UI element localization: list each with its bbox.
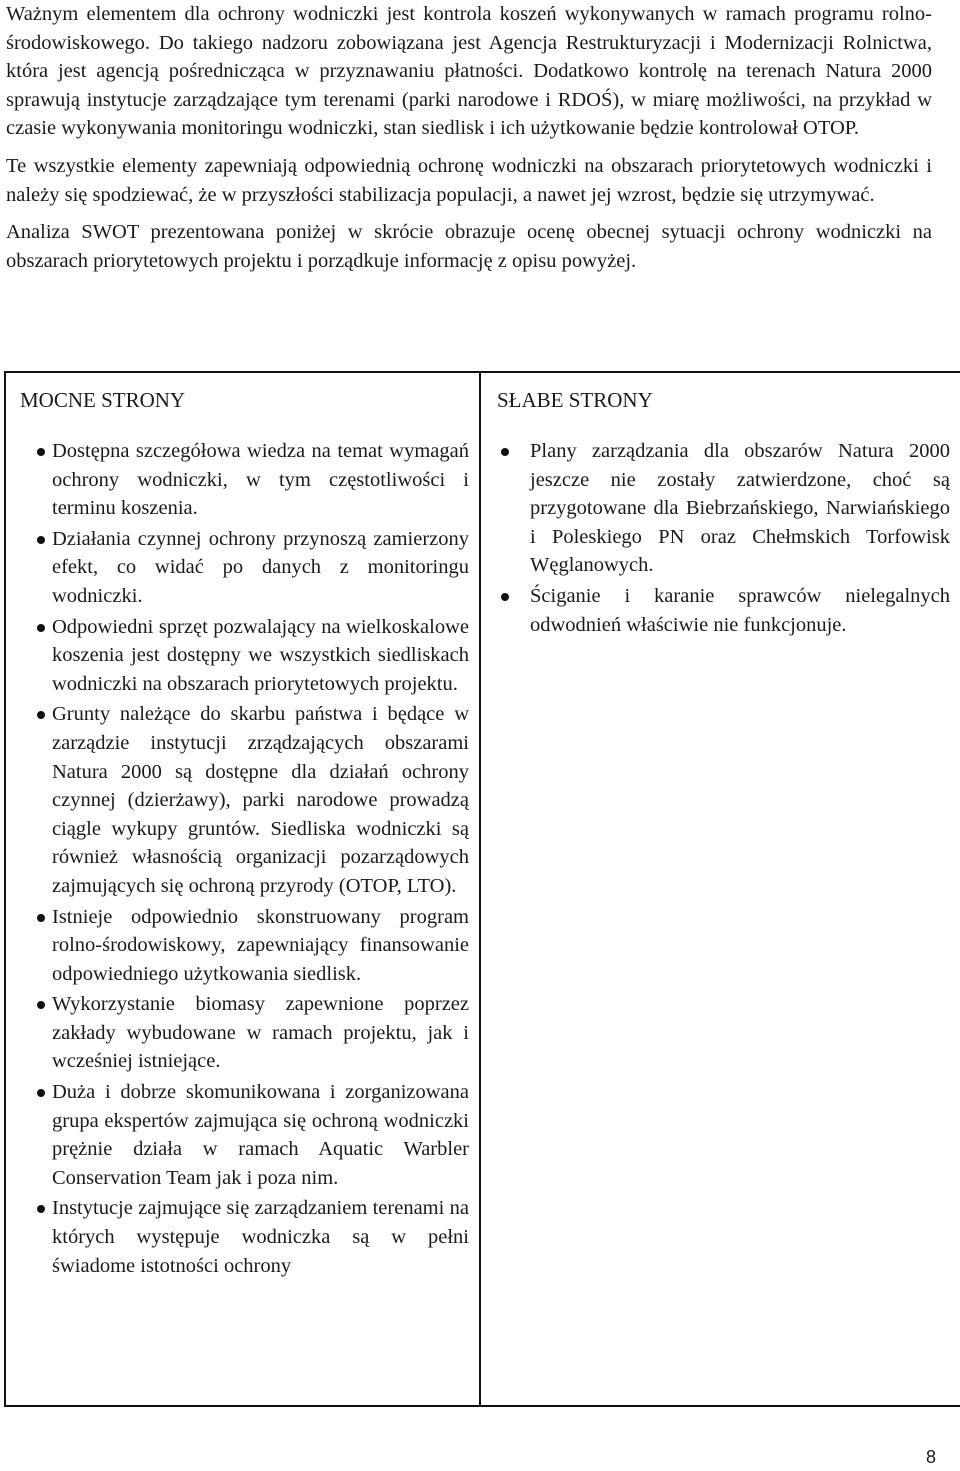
strengths-heading: MOCNE STRONY	[20, 388, 186, 412]
list-item-text: Plany zarządzania dla obszarów Natura 2000 jeszcze nie zostały zatwierdzone, choć są przygotowane dla Biebrzańskiego, Narwiańskiego i Poleskiego PN oraz Chełmskich Torfowisk Węglanowych.	[530, 440, 950, 577]
list-item	[493, 582, 950, 639]
list-item	[16, 1194, 469, 1280]
list-item	[493, 437, 950, 580]
list-item-text: Wykorzystanie biomasy zapewnione poprzez zakłady wybudowane w ramach projektu, jak i wcześniej istniejące.	[52, 993, 469, 1073]
list-item-text: Działania czynnej ochrony przynoszą zamierzony efekt, co widać po danych z monitoringu wodniczki.	[52, 527, 469, 607]
intro-paragraph: Te wszystkie elementy zapewniają odpowiednią ochronę wodniczki na obszarach priorytetowych wodniczki i należy się spodziewać, że w przyszłości stabilizacja populacji, a nawet jej wzrost, będzie się utrzymywać.	[6, 154, 932, 206]
weaknesses-column	[480, 372, 960, 1406]
list-item	[16, 437, 469, 523]
list-item	[16, 613, 469, 699]
list-item-text: Istnieje odpowiednio skonstruowany program rolno-środowiskowy, zapewniający finansowanie odpowiedniego użytkowania siedlisk.	[52, 905, 469, 985]
list-item	[16, 903, 469, 989]
bullet-icon	[37, 536, 45, 544]
list-item-text: Ściganie i karanie sprawców nielegalnych odwodnień właściwie nie funkcjonuje.	[530, 584, 950, 636]
page-number: 8	[925, 1447, 936, 1467]
list-item-text: Dostępna szczegółowa wiedza na temat wymagań ochrony wodniczki, w tym częstotliwości i terminu koszenia.	[52, 440, 469, 520]
intro-text	[6, 0, 932, 284]
list-item	[16, 1078, 469, 1192]
intro-paragraph: Analiza SWOT prezentowana poniżej w skrócie obrazuje ocenę obecnej sytuacji ochrony wodniczki na obszarach priorytetowych projektu i porządkuje informację z opisu powyżej.	[6, 221, 932, 272]
bullet-icon	[37, 1001, 45, 1009]
intro-paragraph: Ważnym elementem dla ochrony wodniczki jest kontrola koszeń wykonywanych w ramach programu rolno-środowiskowego. Do takiego nadzoru zobowiązana jest Agencja Restrukturyzacji i Modernizacji Rolnictwa, która jest agencją pośrednicząca w przyznawaniu płatności. Dodatkowo kontrolę na terenach Natura 2000 sprawują instytucje zarządzające tym terenami (parki narodowe i RDOŚ), w miarę możliwości, na przykład w czasie wykonywania monitoringu wodniczki, stan siedlisk i ich użytkowanie będzie kontrolował OTOP.	[6, 3, 932, 140]
bullet-icon	[37, 624, 45, 632]
list-item	[16, 525, 469, 611]
bullet-icon	[501, 448, 509, 456]
swot-table	[4, 371, 960, 1407]
bullet-icon	[37, 914, 45, 922]
weaknesses-heading: SŁABE STRONY	[497, 388, 653, 412]
list-item	[16, 990, 469, 1076]
list-item-text: Grunty należące do skarbu państwa i będące w zarządzie instytucji zrządzających obszarami Natura 2000 są dostępne dla działań ochrony czynnej (dzierżawy), parki narodowe prowadzą ciągle wykupy gruntów. Siedliska wodniczki są również własnością organizacji pozarządowych zajmujących się ochroną przyrody (OTOP, LTO).	[52, 703, 469, 897]
bullet-icon	[37, 711, 45, 719]
bullet-icon	[37, 448, 45, 456]
bullet-icon	[501, 593, 509, 601]
list-item-text: Duża i dobrze skomunikowana i zorganizowana grupa ekspertów zajmująca się ochroną wodniczki prężnie działa w ramach Aquatic Warbler Conservation Team jak i poza nim.	[52, 1081, 469, 1189]
bullet-icon	[37, 1089, 45, 1097]
list-item	[16, 700, 469, 900]
strengths-column	[5, 372, 480, 1406]
strengths-list	[16, 437, 469, 1280]
weaknesses-list	[493, 437, 950, 639]
list-item-text: Odpowiedni sprzęt pozwalający na wielkoskalowe koszenia jest dostępny we wszystkich siedliskach wodniczki na obszarach priorytetowych projektu.	[52, 615, 469, 695]
list-item-text: Instytucje zajmujące się zarządzaniem terenami na których występuje wodniczka są w pełni świadome istotności ochrony	[52, 1197, 469, 1277]
bullet-icon	[37, 1205, 45, 1213]
